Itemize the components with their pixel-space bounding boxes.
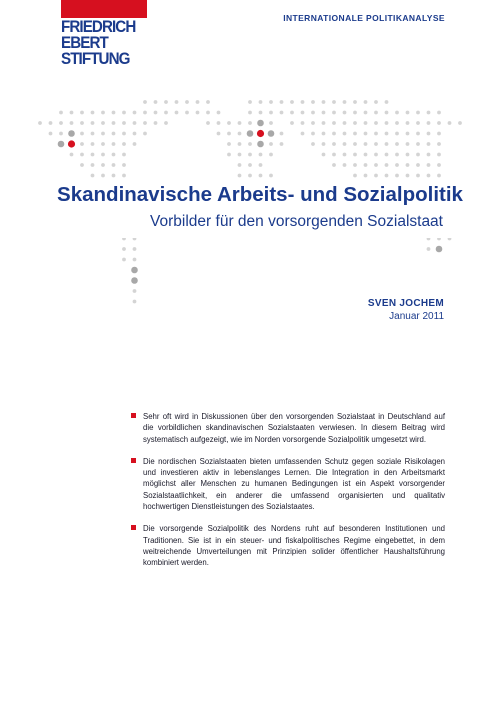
map-dot — [269, 121, 273, 125]
map-dot — [217, 111, 221, 115]
map-dot — [437, 111, 441, 115]
map-dot — [80, 142, 84, 146]
map-dot — [343, 111, 347, 115]
map-dot — [49, 121, 53, 125]
map-dot — [374, 111, 378, 115]
map-dot — [143, 100, 147, 104]
map-dot — [101, 163, 105, 167]
map-dot — [437, 174, 441, 178]
map-dot — [332, 100, 336, 104]
map-dot — [374, 174, 378, 178]
map-dot — [59, 111, 63, 115]
map-dot — [154, 100, 158, 104]
map-dot — [185, 111, 189, 115]
map-dot — [416, 111, 420, 115]
map-dot — [122, 142, 126, 146]
map-dot — [374, 142, 378, 146]
map-dot — [80, 111, 84, 115]
map-dot — [227, 132, 231, 136]
map-dot — [248, 163, 252, 167]
map-dot — [385, 132, 389, 136]
map-dot — [133, 247, 137, 251]
publication-date: Januar 2011 — [389, 311, 444, 322]
map-dot — [133, 289, 137, 293]
map-dot — [322, 111, 326, 115]
map-dot — [227, 153, 231, 157]
map-dot — [280, 142, 284, 146]
map-dot — [437, 163, 441, 167]
map-dot — [395, 121, 399, 125]
map-dot — [143, 121, 147, 125]
map-dot — [217, 132, 221, 136]
bullet-text: Die nordischen Sozialstaaten bieten umfassenden Schutz gegen soziale Risikolagen und investieren aktiv in lebenslanges Lernen. Die Integration in den Arbeitsmarkt möglichst aller Menschen zu humanen Bedingungen ist ein Aspekt vorsorgender Sozialstaatlichkeit, ein anderer die umfassend organisierten und qualitativ hochwertigen Dienstleistungen des Sozialstaates. — [143, 456, 445, 512]
map-dot — [196, 111, 200, 115]
map-dot — [301, 111, 305, 115]
map-dot — [395, 111, 399, 115]
map-dot — [80, 153, 84, 157]
map-dot — [259, 100, 263, 104]
map-dot — [206, 111, 210, 115]
map-dot — [257, 130, 264, 137]
map-dot — [133, 132, 137, 136]
map-dot — [238, 132, 242, 136]
map-dot — [175, 100, 179, 104]
map-dot — [416, 142, 420, 146]
map-dot — [238, 153, 242, 157]
map-dot — [353, 132, 357, 136]
map-dot — [80, 121, 84, 125]
map-dot — [353, 153, 357, 157]
map-dot — [248, 153, 252, 157]
bullet-text: Sehr oft wird in Diskussionen über den vorsorgenden Sozialstaat in Deutschland auf die vorbildlichen skandinavischen Sozialstaaten verwiesen. In diesem Beitrag wird systematisch aufgezeigt, wie im Norden vorsorgende Sozialpolitik umgesetzt wird. — [143, 412, 445, 444]
map-dot — [248, 100, 252, 104]
map-dot — [395, 132, 399, 136]
map-dot — [217, 121, 221, 125]
map-dot — [112, 142, 116, 146]
map-dot — [68, 130, 75, 137]
map-dot — [38, 121, 42, 125]
map-dot — [112, 163, 116, 167]
map-dot — [133, 121, 137, 125]
map-dot — [238, 174, 242, 178]
map-dot — [238, 121, 242, 125]
map-dot — [437, 142, 441, 146]
map-dot — [406, 111, 410, 115]
map-dot — [301, 121, 305, 125]
map-dot — [112, 111, 116, 115]
map-dot — [290, 111, 294, 115]
map-dot — [101, 111, 105, 115]
map-dot — [49, 132, 53, 136]
map-dot — [385, 163, 389, 167]
map-dot — [280, 132, 284, 136]
map-dot — [427, 247, 431, 251]
map-dot — [406, 174, 410, 178]
map-dot — [416, 121, 420, 125]
map-dot — [427, 163, 431, 167]
map-dot — [437, 153, 441, 157]
map-dot — [364, 121, 368, 125]
map-dot — [154, 121, 158, 125]
map-dot — [122, 258, 126, 262]
map-dot — [133, 258, 137, 262]
page-title: Skandinavische Arbeits- und Sozialpolitik — [57, 183, 463, 206]
map-dot — [353, 121, 357, 125]
page-subtitle: Vorbilder für den vorsorgenden Sozialstaat — [150, 213, 443, 230]
map-dot — [101, 132, 105, 136]
map-dot — [332, 142, 336, 146]
map-dot — [427, 121, 431, 125]
map-dot — [437, 121, 441, 125]
map-dot — [133, 300, 137, 304]
map-dot — [269, 174, 273, 178]
map-dot — [364, 132, 368, 136]
map-dot — [332, 163, 336, 167]
map-dot — [185, 100, 189, 104]
map-dot — [238, 142, 242, 146]
map-dot — [311, 111, 315, 115]
map-dot — [206, 121, 210, 125]
map-dot — [343, 121, 347, 125]
dot-world-map — [0, 0, 504, 320]
map-dot — [322, 142, 326, 146]
map-dot — [122, 163, 126, 167]
map-dot — [406, 142, 410, 146]
map-dot — [353, 100, 357, 104]
map-dot — [353, 174, 357, 178]
map-dot — [91, 153, 95, 157]
map-dot — [70, 121, 74, 125]
map-dot — [196, 100, 200, 104]
map-dot — [322, 100, 326, 104]
map-dot — [91, 111, 95, 115]
map-dot — [290, 100, 294, 104]
map-dot — [427, 174, 431, 178]
map-dot — [406, 121, 410, 125]
map-dot — [248, 174, 252, 178]
map-dot — [353, 142, 357, 146]
map-dot — [427, 142, 431, 146]
map-dot — [322, 153, 326, 157]
map-dot — [343, 142, 347, 146]
map-dot — [68, 140, 75, 147]
map-dot — [385, 121, 389, 125]
map-dot — [395, 142, 399, 146]
map-dot — [206, 100, 210, 104]
logo-line-1: FRIEDRICH — [61, 18, 136, 36]
map-dot — [259, 111, 263, 115]
map-dot — [332, 111, 336, 115]
map-dot — [80, 132, 84, 136]
map-dot — [91, 121, 95, 125]
map-dot — [164, 121, 168, 125]
map-dot — [112, 153, 116, 157]
logo-line-3: STIFTUNG — [61, 50, 130, 68]
map-dot — [91, 163, 95, 167]
map-dot — [332, 132, 336, 136]
map-dot — [343, 132, 347, 136]
map-dot — [131, 267, 138, 274]
summary-bullet — [131, 411, 445, 445]
map-dot — [406, 132, 410, 136]
map-dot — [248, 142, 252, 146]
map-dot — [91, 132, 95, 136]
map-dot — [91, 174, 95, 178]
map-dot — [395, 153, 399, 157]
map-dot — [290, 121, 294, 125]
map-dot — [112, 174, 116, 178]
map-dot — [101, 142, 105, 146]
map-dot — [131, 277, 138, 284]
map-dot — [448, 121, 452, 125]
summary-bullet — [131, 456, 445, 512]
map-dot — [374, 163, 378, 167]
map-dot — [311, 142, 315, 146]
map-dot — [143, 111, 147, 115]
map-dot — [143, 132, 147, 136]
map-dot — [59, 132, 63, 136]
map-dot — [311, 121, 315, 125]
map-dot — [364, 142, 368, 146]
map-dot — [101, 121, 105, 125]
map-dot — [112, 121, 116, 125]
map-dot — [416, 174, 420, 178]
map-dot — [364, 100, 368, 104]
map-dot — [343, 163, 347, 167]
map-dot — [268, 130, 275, 137]
map-dot — [259, 163, 263, 167]
map-dot — [427, 132, 431, 136]
map-dot — [374, 132, 378, 136]
map-dot — [311, 132, 315, 136]
map-dot — [269, 111, 273, 115]
author-name: SVEN JOCHEM — [367, 298, 444, 309]
map-dot — [427, 153, 431, 157]
bullet-text: Die vorsorgende Sozialpolitik des Nordens ruht auf besonderen Institutionen und Traditionen. Sie ist in ein steuer- und fiskalpolitisches Regime eingebettet, in dem weitreichende Umverteilungen mit Prinzipien solider öffentlicher Haushaltsführung kombiniert werden. — [143, 524, 445, 568]
map-dot — [322, 132, 326, 136]
map-dot — [122, 121, 126, 125]
map-dot — [416, 153, 420, 157]
map-dot — [353, 111, 357, 115]
map-dot — [364, 163, 368, 167]
map-dot — [248, 121, 252, 125]
summary-bullet — [131, 523, 445, 568]
map-dot — [343, 153, 347, 157]
map-dot — [406, 153, 410, 157]
map-dot — [257, 141, 264, 148]
map-dot — [80, 163, 84, 167]
map-dot — [101, 153, 105, 157]
map-dot — [374, 100, 378, 104]
map-dot — [259, 153, 263, 157]
map-dot — [175, 111, 179, 115]
map-dot — [70, 153, 74, 157]
map-dot — [385, 100, 389, 104]
map-dot — [122, 153, 126, 157]
map-dot — [458, 121, 462, 125]
bullet-square-icon — [131, 458, 136, 463]
map-dot — [58, 141, 65, 148]
map-dot — [311, 100, 315, 104]
map-dot — [269, 100, 273, 104]
map-dot — [70, 111, 74, 115]
map-dot — [248, 111, 252, 115]
map-dot — [385, 111, 389, 115]
map-dot — [385, 153, 389, 157]
map-dot — [280, 100, 284, 104]
map-dot — [164, 111, 168, 115]
map-dot — [353, 163, 357, 167]
map-dot — [332, 121, 336, 125]
bullet-square-icon — [131, 525, 136, 530]
map-dot — [122, 247, 126, 251]
map-dot — [416, 132, 420, 136]
map-dot — [364, 174, 368, 178]
map-dot — [227, 142, 231, 146]
map-dot — [385, 174, 389, 178]
map-dot — [133, 111, 137, 115]
map-dot — [427, 111, 431, 115]
map-dot — [343, 100, 347, 104]
map-dot — [164, 100, 168, 104]
map-dot — [257, 120, 264, 127]
map-dot — [301, 132, 305, 136]
map-dot — [385, 142, 389, 146]
map-dot — [280, 111, 284, 115]
map-dot — [395, 174, 399, 178]
map-dot — [374, 121, 378, 125]
map-dot — [436, 246, 443, 253]
map-dot — [416, 163, 420, 167]
map-dot — [269, 153, 273, 157]
map-dot — [406, 163, 410, 167]
map-dot — [437, 132, 441, 136]
map-dot — [322, 121, 326, 125]
map-dot — [122, 174, 126, 178]
map-dot — [269, 142, 273, 146]
series-label: INTERNATIONALE POLITIKANALYSE — [283, 13, 445, 23]
map-dot — [238, 163, 242, 167]
map-dot — [301, 100, 305, 104]
map-dot — [374, 153, 378, 157]
map-dot — [154, 111, 158, 115]
logo-line-2: EBERT — [61, 34, 108, 52]
map-dot — [332, 153, 336, 157]
map-dot — [259, 174, 263, 178]
map-dot — [247, 130, 254, 137]
bullet-square-icon — [131, 413, 136, 418]
map-dot — [364, 153, 368, 157]
map-dot — [122, 111, 126, 115]
map-dot — [59, 121, 63, 125]
map-dot — [133, 142, 137, 146]
map-dot — [395, 163, 399, 167]
map-dot — [101, 174, 105, 178]
map-dot — [122, 132, 126, 136]
summary-bullets — [131, 411, 445, 580]
map-dot — [227, 121, 231, 125]
map-dot — [91, 142, 95, 146]
map-dot — [364, 111, 368, 115]
map-dot — [112, 132, 116, 136]
